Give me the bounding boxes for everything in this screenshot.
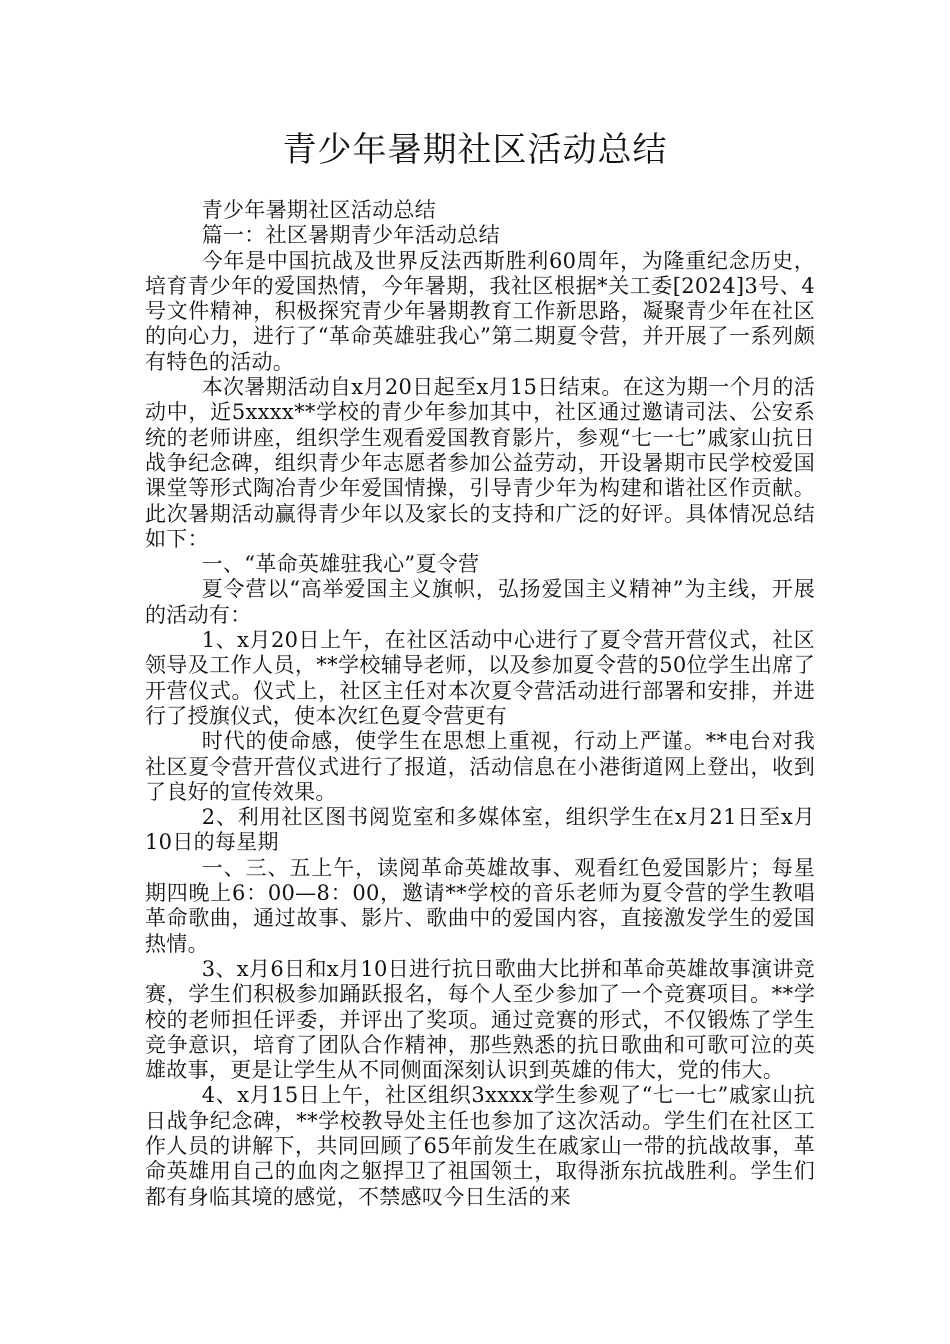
- paragraph: 青少年暑期社区活动总结: [201, 198, 436, 222]
- section-heading: 一、“革命英雄驻我心”夏令营: [201, 552, 480, 577]
- paragraph: 1、x月20日上午，在社区活动中心进行了夏令营开营仪式，社区领导及工作人员，**学校辅导老师，以及参加夏令营的50位学生出席了开营仪式。仪式上，社区主任对本次夏令营活动进行部署和安排，并进行了授旗仪式，使本次红色夏令营更有: [145, 628, 815, 728]
- document-body: [145, 198, 815, 1210]
- paragraph: 夏令营以“高举爱国主义旗帜，弘扬爱国主义精神”为主线，开展的活动有：: [145, 577, 815, 627]
- paragraph: 今年是中国抗战及世界反法西斯胜利60周年，为隆重纪念历史，培育青少年的爱国热情，今年暑期，我社区根据*关工委[2024]3号、4号文件精神，积极探究青少年暑期教育工作新思路，凝聚青少年在社区的向心力，进行了“革命英雄驻我心”第二期夏令营，并开展了一系列颇有特色的活动。: [145, 248, 815, 374]
- paragraph: 一、三、五上午，读阅革命英雄故事、观看红色爱国影片；每星期四晚上6：00—8：00，邀请**学校的音乐老师为夏令营的学生教唱革命歌曲，通过故事、影片、歌曲中的爱国内容，直接激发学生的爱国热情。: [145, 855, 815, 956]
- paragraph: 篇一：社区暑期青少年活动总结: [201, 223, 500, 248]
- paragraph: 时代的使命感，使学生在思想上重视，行动上严谨。**电台对我社区夏令营开营仪式进行了报道，活动信息在小港街道网上登出，收到了良好的宣传效果。: [145, 729, 815, 804]
- paragraph: 3、x月6日和x月10日进行抗日歌曲大比拼和革命英雄故事演讲竞赛，学生们积极参加踊跃报名，每个人至少参加了一个竞赛项目。**学校的老师担任评委，并评出了奖项。通过竞赛的形式，不仅锻炼了学生竞争意识，培育了团队合作精神，那些熟悉的抗日歌曲和可歌可泣的英雄故事，更是让学生从不同侧面深刻认识到英雄的伟大，党的伟大。: [145, 956, 815, 1083]
- paragraph: 2、利用社区图书阅览室和多媒体室，组织学生在x月21日至x月10日的每星期: [145, 805, 815, 855]
- paragraph: 4、x月15日上午，社区组织3xxxx学生参观了“七一七”戚家山抗日战争纪念碑，**学校教导处主任也参加了这次活动。学生们在社区工作人员的讲解下，共同回顾了65年前发生在戚家山一带的抗战故事，革命英雄用自己的血肉之躯捍卫了祖国领土，取得浙东抗战胜利。学生们都有身临其境的感觉，不禁感叹今日生活的来: [145, 1083, 815, 1209]
- document-title: 青少年暑期社区活动总结: [282, 130, 668, 170]
- paragraph: 本次暑期活动自x月20日起至x月15日结束。在这为期一个月的活动中，近5xxxx**学校的青少年参加其中，社区通过邀请司法、公安系统的老师讲座，组织学生观看爱国教育影片，参观“七一七”戚家山抗日战争纪念碑，组织青少年志愿者参加公益劳动，开设暑期市民学校爱国课堂等形式陶冶青少年爱国情操，引导青少年为构建和谐社区作贡献。此次暑期活动赢得青少年以及家长的支持和广泛的好评。具体情况总结如下：: [145, 375, 815, 551]
